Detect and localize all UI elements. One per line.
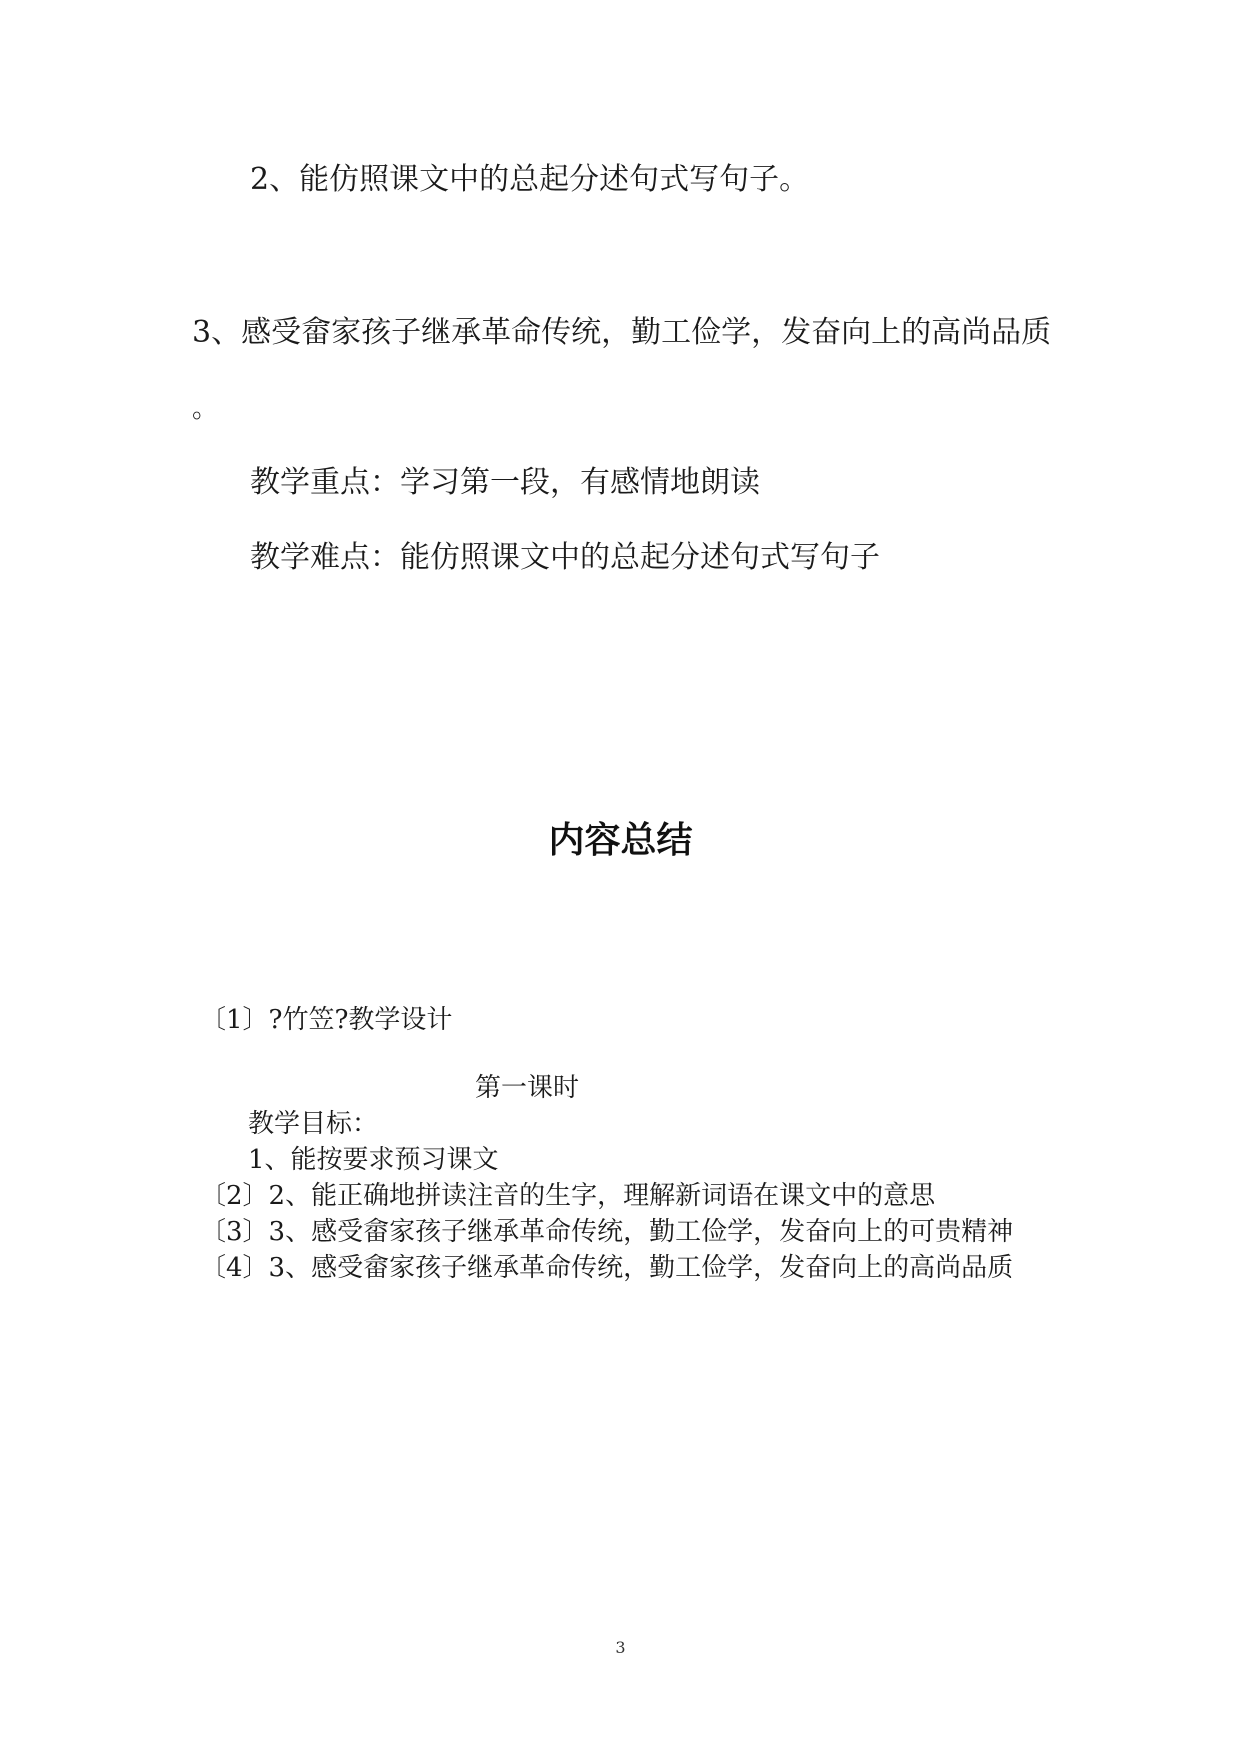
summary-item-1: 〔1〕?竹笠?教学设计: [200, 1005, 453, 1035]
summary-item-4: 〔4〕3、感受畲家孩子继承革命传统，勤工俭学，发奋向上的高尚品质: [200, 1253, 1014, 1283]
goals-label: 教学目标：: [248, 1109, 379, 1139]
objective-3-text: 3、感受畲家孩子继承革命传统，勤工俭学，发奋向上的高尚品质: [192, 315, 1052, 350]
teaching-difficulty: 教学难点：能仿照课文中的总起分述句式写句子: [250, 540, 880, 575]
page-number: 3: [615, 1638, 626, 1657]
goal-1: 1、能按要求预习课文: [248, 1145, 499, 1175]
summary-item-2: 〔2〕2、能正确地拼读注音的生字，理解新词语在课文中的意思: [200, 1181, 936, 1211]
teaching-key-point: 教学重点：学习第一段，有感情地朗读: [250, 465, 760, 500]
summary-heading: 内容总结: [548, 820, 693, 861]
summary-item-3: 〔3〕3、感受畲家孩子继承革命传统，勤工俭学，发奋向上的可贵精神: [200, 1217, 1014, 1247]
lesson-title: 第一课时: [475, 1073, 580, 1103]
objective-3-end-punctuation: 。: [192, 394, 219, 424]
objective-2-text: 2、能仿照课文中的总起分述句式写句子。: [250, 162, 810, 197]
